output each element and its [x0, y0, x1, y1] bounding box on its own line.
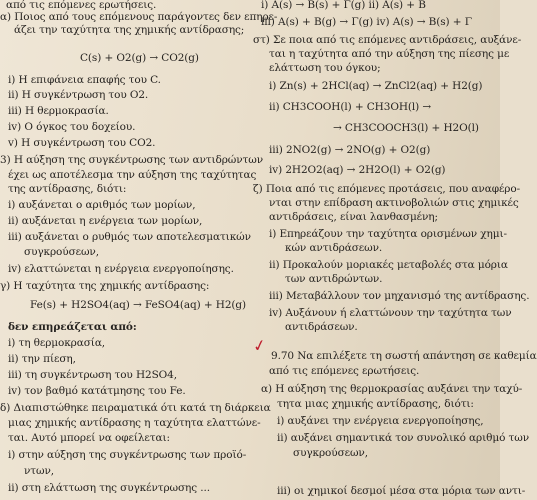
right-line-12: αντιδράσεις, είναι λανθασμένη;: [269, 211, 438, 223]
option-z-iv: iv) Αυξάνουν ή ελαττώνουν την ταχύτητα των: [269, 307, 512, 319]
option-970a-i: i) αυξάνει την ενέργεια ενεργοποίησης,: [277, 415, 484, 427]
right-line-21: από τις επόμενες ερωτήσεις.: [269, 365, 420, 377]
left-line-28: ντων,: [24, 465, 54, 477]
right-line-26: συγκρούσεων,: [293, 447, 368, 459]
left-line-2: άζει την ταχύτητα της χημικής αντίδρασης;: [14, 24, 245, 36]
option-970a-iii: iii) οι χημικοί δεσμοί μέσα στα μόρια των αντι-: [277, 485, 526, 497]
question-a-prompt: [0, 11, 277, 24]
right-line-14: κών αντιδράσεων.: [285, 242, 383, 254]
left-line-19: δεν επηρεάζεται από:: [8, 321, 137, 333]
option-a-v: v) Η συγκέντρωση του CO2.: [8, 137, 156, 149]
option-b-iii: iii) αυξάνεται ο ρυθμός των αποτελεσματικών: [8, 231, 251, 243]
option-a-i: i) Η επιφάνεια επαφής του C.: [8, 74, 161, 86]
right-line-1: iii) A(s) + B(g) → Γ(g) iv) A(s) → B(s) + Γ: [261, 16, 472, 28]
right-line-16: των αντιδρώντων.: [285, 273, 383, 285]
option-z-iii: iii) Μεταβάλλουν τον μηχανισμό της αντίδρασης.: [269, 290, 530, 302]
right-line-4: ελάττωση του όγκου;: [269, 62, 381, 74]
question-d-prompt: δ) Διαπιστώθηκε πειραματικά ότι κατά τη διάρκεια: [0, 402, 271, 414]
option-a-iv: iv) Ο όγκος του δοχείου.: [8, 121, 136, 133]
option-st-ii: ii) CH3COOH(l) + CH3OH(l) →: [269, 101, 432, 113]
option-c-ii: ii) την πίεση,: [8, 353, 76, 365]
question-st-prompt: στ) Σε ποια από τις επόμενες αντιδράσεις, αυξάνε-: [253, 34, 522, 46]
left-line-10: έχει ως αποτέλεσμα την αύξηση της ταχύτητας: [8, 169, 257, 181]
question-z-prompt: ζ) Ποια από τις επόμενες προτάσεις, που αναφέρο-: [253, 183, 521, 195]
option-b-ii: ii) αυξάνεται η ενέργεια των μορίων,: [8, 215, 203, 227]
left-line-25: μιας χημικής αντίδρασης η ταχύτητα ελαττώνε-: [8, 417, 261, 429]
exercise-970-title: 9.70 Να επιλέξετε τη σωστή απάντηση σε καθεμία: [271, 350, 537, 362]
option-c-iv: iv) τον βαθμό κατάτμησης του Fe.: [8, 385, 186, 397]
question-b-prompt: 3) Η αύξηση της συγκέντρωσης των αντιδρώντων: [0, 154, 263, 166]
right-line-23: τητα μιας χημικής αντίδρασης, διότι:: [277, 398, 474, 410]
check-mark-icon: ✓: [251, 334, 269, 357]
option-970a-ii: ii) αυξάνει σημαντικά τον συνολικό αριθμό των: [277, 432, 529, 444]
option-d-ii: ii) στη ελάττωση της συγκέντρωσης ...: [8, 482, 210, 494]
option-a-ii: ii) Η συγκέντρωση του O2.: [8, 89, 149, 101]
left-line-11: της αντίδρασης, διότι:: [8, 183, 127, 195]
option-b-iv: iv) ελαττώνεται η ενέργεια ενεργοποίησης.: [8, 263, 234, 275]
option-st-ii-cont: → CH3COOCH3(l) + H2O(l): [333, 122, 479, 134]
option-st-iii: iii) 2NO2(g) → 2NO(g) + O2(g): [269, 144, 431, 156]
right-line-19: αντιδράσεων.: [285, 321, 358, 333]
question-970a-prompt: α) Η αύξηση της θερμοκρασίας αυξάνει την ταχύ-: [261, 383, 523, 395]
question-a-text: α) Ποιος από τους επόμενους παράγοντες δεν επηρε-: [0, 11, 278, 23]
option-st-iv: iv) 2H2O2(aq) → 2H2O(l) + O2(g): [269, 164, 446, 176]
left-line-0: από τις επόμενες ερωτήσεις.: [6, 0, 157, 11]
right-line-11: νται στην επίδραση ακτινοβολιών στις χημικές: [269, 197, 519, 209]
right-line-0: i) A(s) → B(s) + Γ(g) ii) A(s) + B: [261, 0, 426, 11]
left-line-26: ται. Αυτό μπορεί να οφείλεται:: [8, 432, 170, 444]
reaction-equation-fe: Fe(s) + H2SO4(aq) → FeSO4(aq) + H2(g): [30, 299, 247, 311]
left-line-15: συγκρούσεων,: [24, 246, 99, 258]
right-line-3: ται η ταχύτητα από την αύξηση της πίεσης με: [269, 48, 510, 60]
option-z-ii: ii) Προκαλούν μοριακές μεταβολές στα μόρια: [269, 259, 508, 271]
reaction-equation-c: C(s) + O2(g) → CO2(g): [80, 52, 199, 64]
option-c-iii: iii) τη συγκέντρωση του H2SO4,: [8, 369, 178, 381]
option-st-i: i) Zn(s) + 2HCl(aq) → ZnCl2(aq) + H2(g): [269, 80, 483, 92]
option-z-i: i) Επηρεάζουν την ταχύτητα ορισμένων χημι-: [269, 228, 507, 240]
option-c-i: i) τη θερμοκρασία,: [8, 337, 106, 349]
option-a-iii: iii) Η θερμοκρασία.: [8, 105, 109, 117]
option-d-i: i) στην αύξηση της συγκέντρωσης των προϊό-: [8, 449, 247, 461]
question-c-prompt: γ) Η ταχύτητα της χημικής αντίδρασης:: [0, 280, 210, 292]
option-b-i: i) αυξάνεται ο αριθμός των μορίων,: [8, 199, 196, 211]
